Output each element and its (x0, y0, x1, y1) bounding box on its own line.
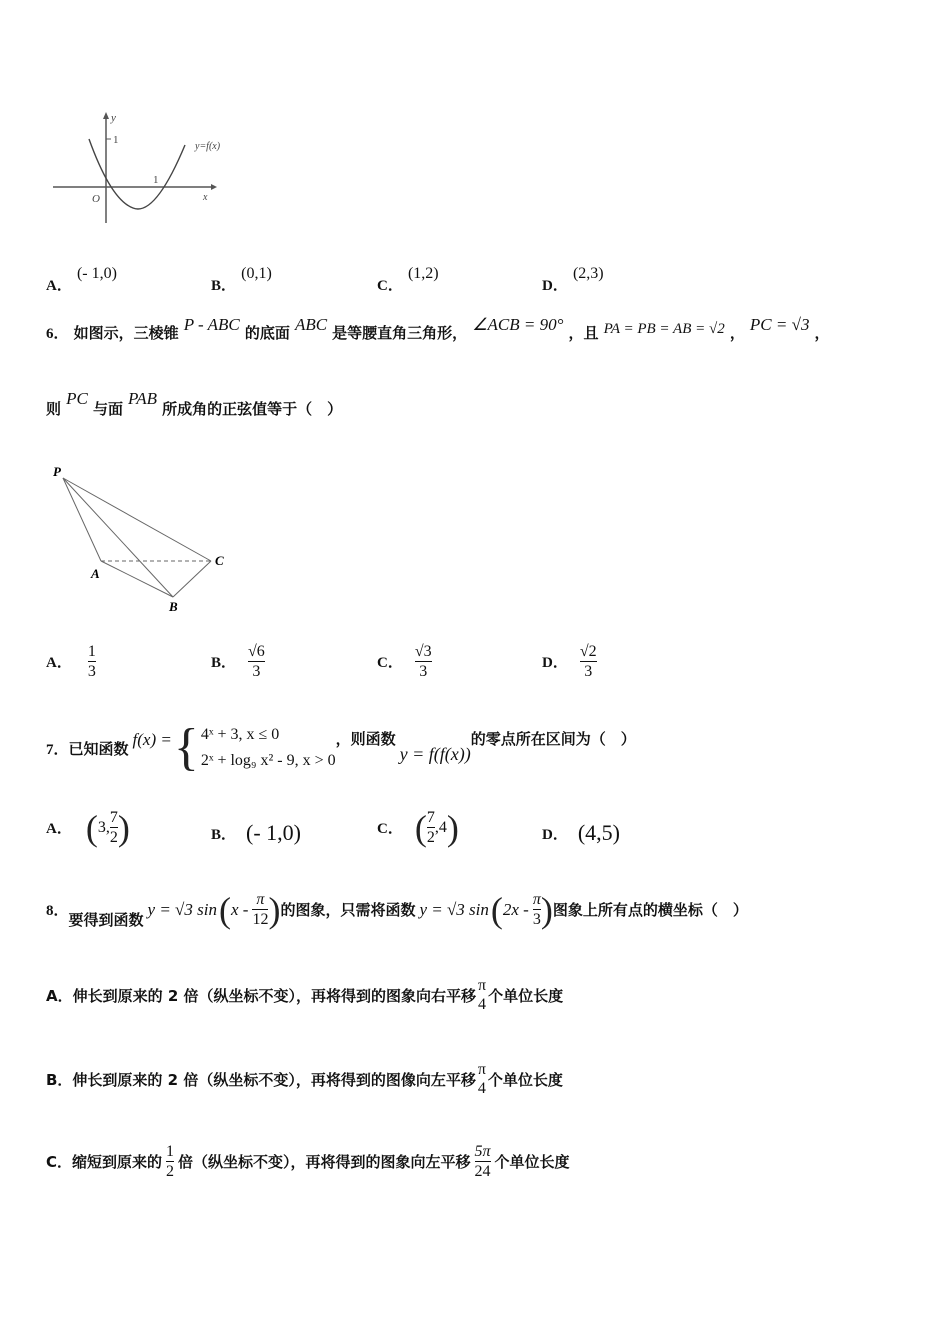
option-value: (- 1,0) (76, 265, 117, 282)
vertex-a: A (91, 566, 100, 581)
q6-stem-line1: 6． 如图示，三棱锥 P - ABC 的底面 ABC 是等腰直角三角形， ∠ACB = 90° ，且 PA = PB = AB = √2 ， PC = √3 ， (46, 315, 830, 342)
option-value: (2,3) (572, 265, 604, 282)
q8-stem: 8． 要得到函数 y = √3 sin ( x - $\frac{\pi}{12}$ ) 的图象，只需将函数 y = √3 sin ( 2x - $\frac{\pi}{3}$ ) 图象上所有点的横坐标（ ） (46, 889, 748, 930)
q6-option-c[interactable]: C． $\frac{√3}{3}$ (377, 643, 432, 680)
question-number: 6． (46, 326, 69, 342)
y-tick-label: 1 (113, 134, 119, 146)
q7-option-d[interactable]: D． (4,5) (542, 820, 620, 845)
q8-option-c[interactable]: C．缩短到原来的 $\frac{1}{2}$ 倍（纵坐标不变），再将得到的图象向左平移 $\frac{5\pi}{24}$ 个单位长度 (46, 1143, 570, 1180)
brace: { (173, 719, 199, 776)
q6-option-d[interactable]: D． $\frac{√2}{3}$ (542, 643, 597, 680)
vertex-b: B (169, 599, 178, 614)
curve (89, 139, 185, 209)
origin-label: O (92, 193, 100, 205)
option-label: A． (46, 278, 72, 294)
option-label: D． (542, 278, 568, 294)
q7-option-a[interactable]: A． ( 3, $\frac{7}{2}$ ) (46, 807, 130, 848)
piecewise-cases: 4ˣ + 3, x ≤ 0 2ˣ + log₉ x² - 9, x > 0 (200, 726, 336, 769)
q8-option-b[interactable]: B．伸长到原来的 2 倍（纵坐标不变），再将得到的图像向左平移 π 4 个单位长度 (46, 1061, 563, 1097)
q5-option-b[interactable] (211, 262, 272, 294)
option-value: (1,2) (407, 265, 439, 282)
q6-option-b[interactable]: B． $\frac{√6}{3}$ (211, 643, 265, 680)
x-axis-arrow (211, 184, 217, 190)
x-label: x (203, 192, 208, 203)
vertex-c: C (215, 553, 224, 568)
q8-option-a[interactable]: A．伸长到原来的 2 倍（纵坐标不变），再将得到的图象向右平移 π 4 个单位长度 (46, 977, 564, 1013)
x-tick-label: 1 (153, 174, 159, 186)
q5-option-d[interactable] (542, 262, 604, 294)
q6-option-a[interactable]: A． $\frac{1}{3}$ (46, 643, 96, 680)
vertex-p: P (53, 464, 61, 479)
q5-option-c[interactable] (377, 262, 439, 294)
y-axis-arrow (103, 112, 109, 119)
curve-label: y=f(x) (195, 141, 221, 152)
q7-stem: 7． 已知函数 f(x) = { 4ˣ + 3, x ≤ 0 2ˣ + log₉ x² - 9, x > 0 ，则函数 y = f(f(x)) 的零点所在区间为（ ） (46, 719, 636, 776)
q6-stem-line2: 则 PC 与面 PAB 所成角的正弦值等于（ ） (46, 389, 343, 418)
q7-option-b[interactable]: B． (- 1,0) (211, 820, 301, 845)
option-label: B． (211, 278, 237, 294)
function-graph (45, 105, 245, 225)
option-value: (0,1) (241, 265, 272, 282)
q5-option-a[interactable] (46, 262, 117, 294)
q7-option-c[interactable]: C． ( $\frac{7}{2}$ ,4 ) (377, 807, 459, 848)
pyramid-figure (45, 458, 245, 618)
y-label: y (111, 112, 116, 124)
option-label: C． (377, 278, 403, 294)
